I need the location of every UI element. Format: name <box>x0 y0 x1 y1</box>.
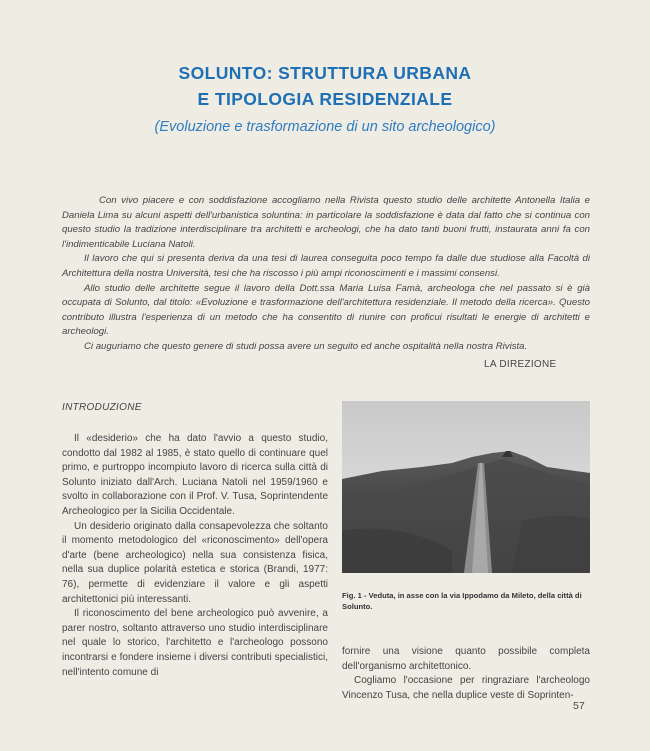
editorial-signature: LA DIREZIONE <box>484 359 557 370</box>
left-column <box>62 432 328 680</box>
figure-caption: Fig. 1 - Veduta, in asse con la via Ippodamo da Mileto, della città di Solunto. <box>342 591 582 611</box>
editorial-paragraph: Ci auguriamo che questo genere di studi possa avere un seguito ed anche ospitalità nella nostra Rivista. <box>84 340 528 352</box>
section-heading: INTRODUZIONE <box>62 402 142 413</box>
article-subtitle: (Evoluzione e trasformazione di un sito archeologico) <box>154 119 496 135</box>
landscape-photo <box>342 401 590 573</box>
editorial-paragraph: Allo studio delle architette segue il lavoro della Dott.ssa Maria Luisa Famà, archeologa che nel passato si è già occupata di Solunto, dal titolo: «Evoluzione e trasformazione dell'architettura residenziale. Il metodo della ricerca». Questo contributo illustra l'esperienza di un metodo che ha consentito di riunire con proficui risultati le energie di architetti e archeologi. <box>62 282 590 338</box>
article-title-line-2: E TIPOLOGIA RESIDENZIALE <box>197 89 453 109</box>
body-paragraph: Cogliamo l'occasione per ringraziare l'archeologo Vincenzo Tusa, che nella duplice veste di Soprinten- <box>342 675 590 701</box>
figure-photo <box>342 401 590 573</box>
body-paragraph: fornire una visione quanto possibile completa dell'organismo architettonico. <box>342 646 590 672</box>
right-column <box>342 645 590 703</box>
body-paragraph: Il «desiderio» che ha dato l'avvio a questo studio, condotto dal 1982 al 1985, è stato quello di continuare quel primo, e purtroppo incompiuto lavoro di ricerca sulla città di Solunto iniziato dall'Arch. Luciana Natoli nel 1959/1960 e svolto in collaborazione con il Prof. V. Tusa, Soprintendente Archeologico per la Sicilia Occidentale. <box>62 433 328 517</box>
article-title-line-1: SOLUNTO: STRUTTURA URBANA <box>178 63 472 83</box>
body-paragraph: Un desiderio originato dalla consapevolezza che soltanto il momento metodologico del «riconoscimento» dell'opera d'arte (bene archeologico) nella sua consistenza fisica, nella sua duplice polarità estetica e storica (Brandi, 1977: 76), permette di evidenziare il valore e gli aspetti architettonici più interessanti. <box>62 520 328 605</box>
editorial-paragraph: Il lavoro che qui si presenta deriva da una tesi di laurea conseguita poco tempo fa dalle due studiose alla Facoltà di Architettura della nostra Università, tesi che ha riscosso i più ampi riconoscimenti e i massimi consensi. <box>62 253 590 279</box>
page-number: 57 <box>573 700 585 712</box>
editorial-note <box>62 194 590 355</box>
body-paragraph: Il riconoscimento del bene archeologico può avvenire, a parer nostro, soltanto attraverso uno studio interdisciplinare nel quale lo storico, l'architetto e l'archeologo possono incontrarsi e fondere insieme i diversi contributi specialistici, nell'intento comune di <box>62 608 328 678</box>
editorial-paragraph: Con vivo piacere e con soddisfazione accogliamo nella Rivista questo studio delle architette Antonella Italia e Daniela Lima su alcuni aspetti dell'urbanistica soluntina: in particolare la soddisfazione è data dal fatto che si continua con questo studio la tradizione interdisciplinare tra architetti e archeologi, che ha dato tanti buoni frutti, instaurata anni fa con l'indimenticabile Luciana Natoli. <box>62 195 590 250</box>
